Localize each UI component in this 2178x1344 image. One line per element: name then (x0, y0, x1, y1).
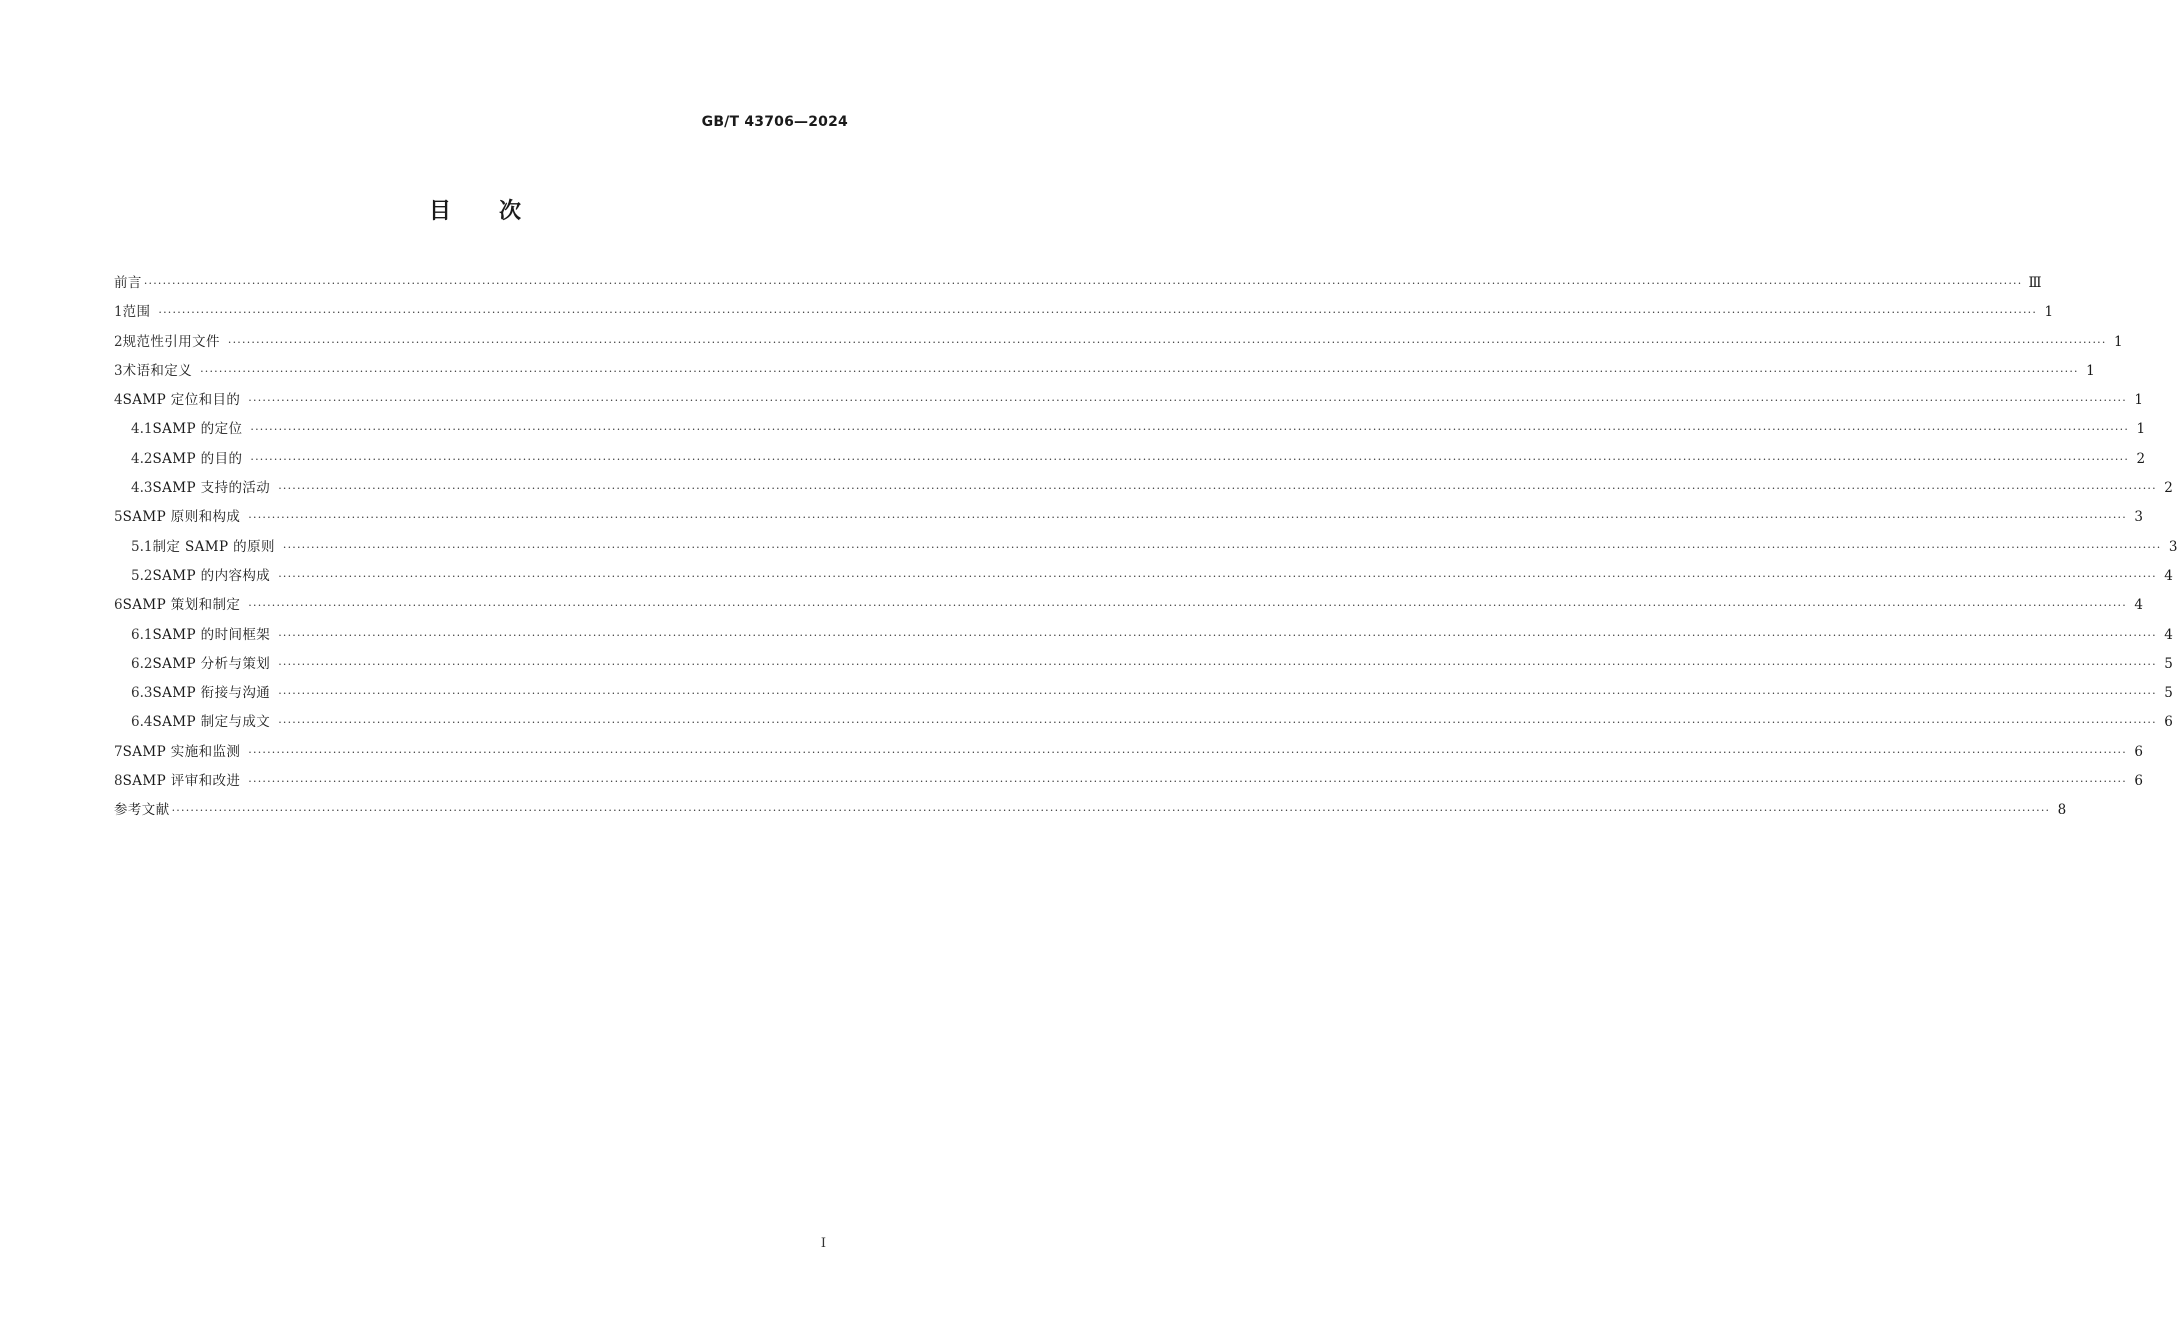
toc-entry[interactable] (114, 328, 2123, 357)
toc-entry-label: SAMP 实施和监测 (122, 743, 241, 760)
toc-entry-number: 4.3 (131, 480, 153, 497)
title-part-2: 次 (499, 199, 522, 224)
toc-entry-page: 6 (2134, 773, 2143, 790)
toc-entry-label: 参考文献 (114, 802, 170, 819)
table-of-contents (114, 269, 2178, 826)
toc-entry-number: 1 (114, 304, 123, 321)
toc-entry-label: SAMP 的内容构成 (152, 567, 271, 584)
toc-entry-page: 4 (2164, 626, 2173, 643)
dot-leader: ················································································································································································································································································································································································································ (248, 394, 2127, 408)
toc-entry-label: 制定 SAMP 的原则 (152, 538, 275, 555)
toc-entry[interactable] (114, 650, 2173, 679)
toc-entry-number: 4.2 (131, 450, 153, 467)
dot-leader: ················································································································································································································································································································································································································ (278, 657, 2157, 671)
toc-entry-number: 4 (114, 392, 123, 409)
toc-entry[interactable] (114, 562, 2173, 591)
toc-entry-label: SAMP 的目的 (152, 450, 243, 467)
toc-entry[interactable] (114, 503, 2143, 532)
dot-leader: ················································································································································································································································································································································································································ (278, 687, 2157, 701)
toc-entry[interactable] (114, 767, 2143, 796)
toc-entry-label: SAMP 定位和目的 (122, 392, 241, 409)
toc-entry-page: 2 (2136, 450, 2146, 467)
toc-entry-page: 8 (2057, 802, 2067, 819)
toc-entry[interactable] (114, 445, 2146, 474)
toc-entry-page: 1 (2044, 304, 2054, 321)
toc-entry-page: 6 (2164, 714, 2173, 731)
toc-entry-page: 3 (2134, 509, 2143, 526)
dot-leader: ················································································································································································································································································································································································································ (227, 335, 2107, 349)
toc-entry-number: 2 (114, 333, 123, 350)
toc-entry-number: 4.1 (131, 421, 153, 438)
toc-entry-page: 1 (2134, 392, 2143, 409)
toc-entry[interactable] (114, 621, 2173, 650)
toc-entry-label: 范围 (122, 304, 151, 321)
toc-entry[interactable] (114, 738, 2143, 767)
toc-entry-label: SAMP 的时间框架 (152, 626, 271, 643)
toc-entry[interactable] (114, 474, 2173, 503)
toc-entry-page: 2 (2164, 480, 2173, 497)
toc-entry-page: 1 (2136, 421, 2146, 438)
dot-leader: ················································································································································································································································································································································································································ (278, 482, 2157, 496)
toc-entry-label: SAMP 评审和改进 (122, 773, 241, 790)
dot-leader: ················································································································································································································································································································································································································ (282, 540, 2162, 554)
toc-entry-number: 6 (114, 597, 123, 614)
title-part-1: 目 (428, 199, 451, 224)
toc-entry-page: 5 (2164, 655, 2173, 672)
toc-entry-page: 4 (2164, 567, 2173, 584)
toc-entry-page: 4 (2134, 597, 2143, 614)
toc-entry-number: 8 (114, 773, 123, 790)
dot-leader: ················································································································································································································································································································································································································ (158, 306, 2038, 320)
toc-entry-number: 3 (114, 362, 123, 379)
dot-leader: ················································································································································································································································································································································································································ (248, 511, 2127, 525)
toc-entry-page: 1 (2113, 333, 2123, 350)
dot-leader: ················································································································································································································································································································································································································ (248, 599, 2127, 613)
toc-entry-page: 1 (2086, 362, 2095, 379)
toc-entry[interactable] (114, 269, 2042, 298)
toc-entry-label: SAMP 衔接与沟通 (152, 685, 271, 702)
standard-number: GB/T 43706—2024 (701, 114, 848, 130)
toc-entry-label: SAMP 支持的活动 (152, 480, 271, 497)
dot-leader: ················································································································································································································································································································································································································ (250, 452, 2130, 466)
page-number: I (820, 1236, 826, 1251)
dot-leader: ················································································································································································································································································································································································································ (248, 745, 2127, 759)
toc-entry-page: Ⅲ (2028, 275, 2042, 291)
toc-entry-page: 6 (2134, 743, 2143, 760)
toc-entry-number: 6.4 (131, 714, 153, 731)
toc-entry[interactable] (114, 533, 2178, 562)
dot-leader: ················································································································································································································································································································································································································ (171, 804, 2051, 818)
toc-entry-label: SAMP 的定位 (152, 421, 243, 438)
toc-entry[interactable] (114, 415, 2146, 444)
toc-entry-number: 6.3 (131, 685, 153, 702)
toc-entry-number: 5.1 (131, 538, 153, 555)
dot-leader: ················································································································································································································································································································································································································ (200, 364, 2079, 378)
toc-entry-number: 6.1 (131, 626, 153, 643)
toc-entry-label: SAMP 制定与成文 (152, 714, 271, 731)
toc-entry[interactable] (114, 591, 2143, 620)
toc-entry-number: 5.2 (131, 567, 153, 584)
toc-entry-number: 5 (114, 509, 123, 526)
toc-entry[interactable] (114, 679, 2173, 708)
toc-entry-label: SAMP 策划和制定 (122, 597, 241, 614)
dot-leader: ················································································································································································································································································································································································································ (248, 775, 2127, 789)
page-title (0, 194, 950, 225)
toc-entry-label: 规范性引用文件 (122, 333, 220, 350)
dot-leader: ················································································································································································································································································································································································································ (250, 423, 2130, 437)
toc-entry-label: SAMP 分析与策划 (152, 655, 271, 672)
toc-entry[interactable] (114, 386, 2143, 415)
toc-entry[interactable] (114, 298, 2054, 327)
dot-leader: ················································································································································································································································································································································································································ (278, 716, 2157, 730)
toc-entry-label: 术语和定义 (122, 362, 193, 379)
dot-leader: ················································································································································································································································································································································································································ (143, 277, 2023, 290)
dot-leader: ················································································································································································································································································································································································································ (278, 569, 2157, 583)
toc-entry[interactable] (114, 796, 2067, 825)
dot-leader: ················································································································································································································································································································································································································ (278, 628, 2157, 642)
toc-entry-number: 7 (114, 743, 123, 760)
toc-entry-number: 6.2 (131, 655, 153, 672)
toc-entry-label: 前言 (114, 275, 142, 291)
toc-entry-label: SAMP 原则和构成 (122, 509, 241, 526)
toc-entry[interactable] (114, 357, 2095, 386)
toc-entry-page: 3 (2168, 538, 2178, 555)
toc-entry-page: 5 (2164, 685, 2173, 702)
toc-entry[interactable] (114, 708, 2173, 737)
